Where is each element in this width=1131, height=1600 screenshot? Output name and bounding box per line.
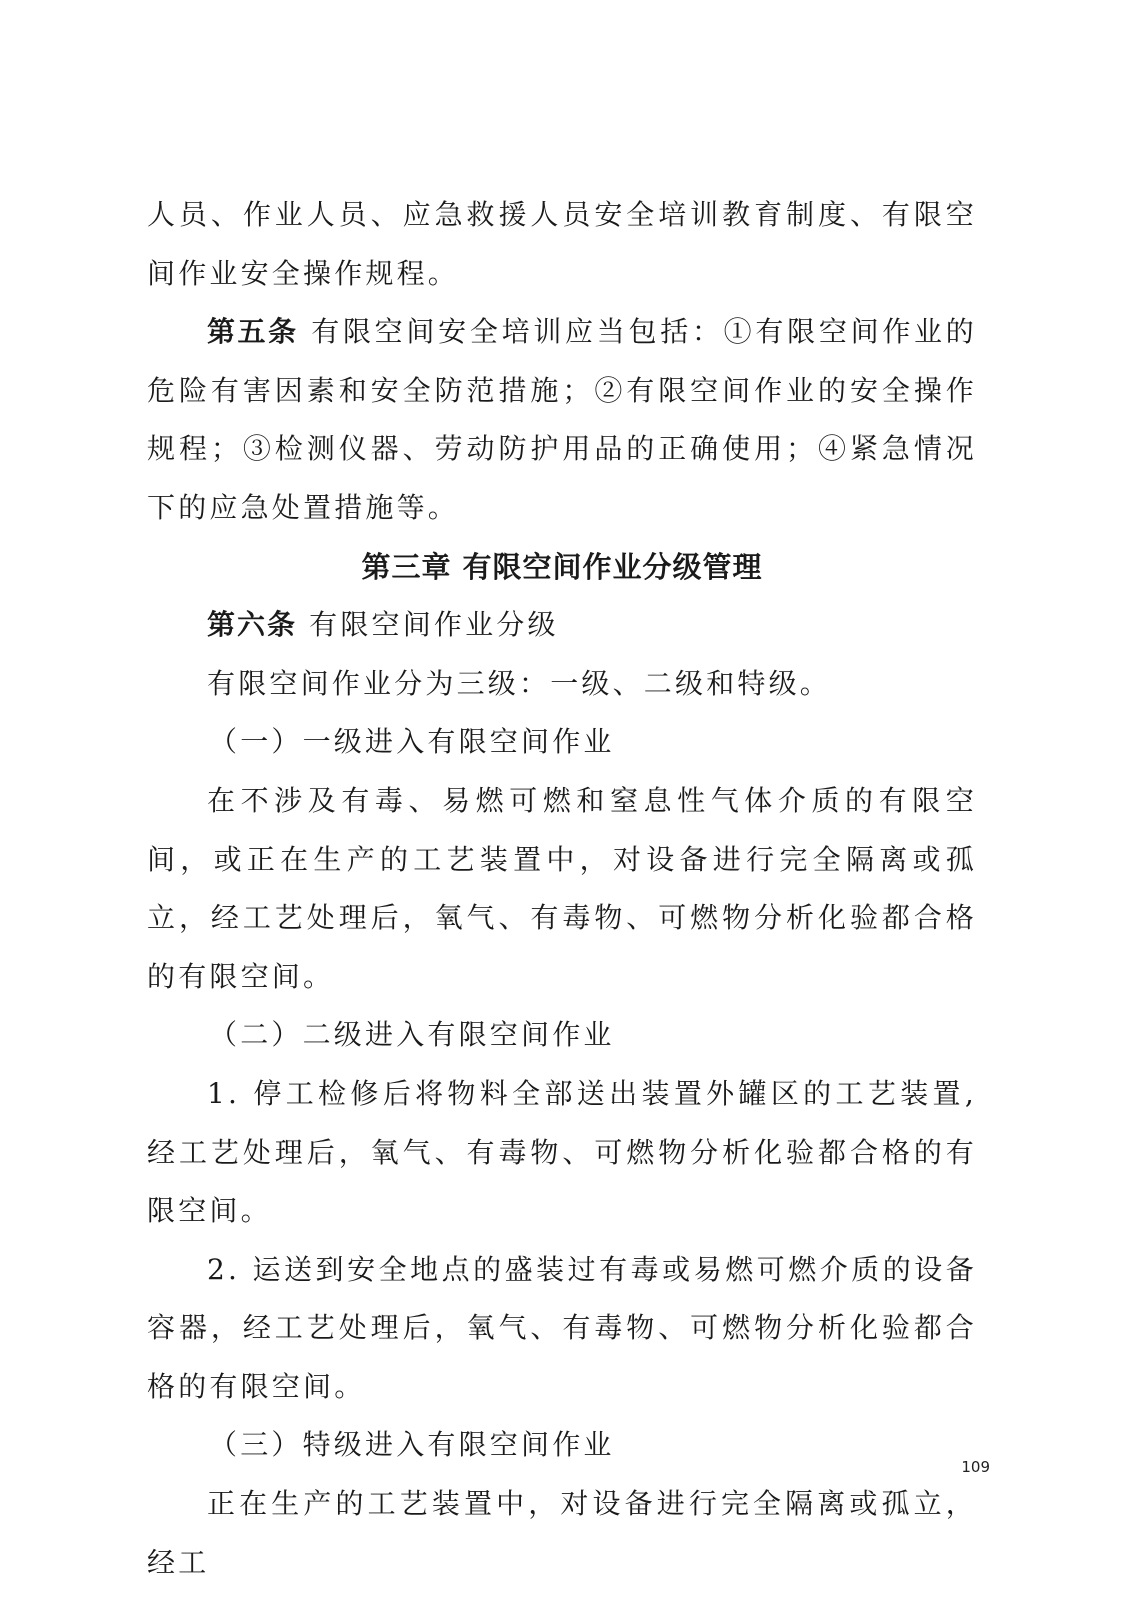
section-1-body: 在不涉及有毒、易燃可燃和窒息性气体介质的有限空间，或正在生产的工艺装置中，对设备进行完全隔离或孤立，经工艺处理后，氧气、有毒物、可燃物分析化验都合格的有限空间。 bbox=[147, 783, 977, 993]
article-5-paragraph bbox=[147, 303, 977, 537]
section-3-body: 正在生产的工艺装置中，对设备进行完全隔离或孤立，经工 bbox=[147, 1487, 977, 1579]
chapter-3-title: 第三章 有限空间作业分级管理 bbox=[361, 549, 763, 584]
section-3-title: （三）特级进入有限空间作业 bbox=[209, 1428, 615, 1462]
article-6-label: 第六条 bbox=[207, 608, 298, 642]
article-6-text: 有限空间作业分级 bbox=[297, 608, 559, 642]
section-2-item-1: 1. 停工检修后将物料全部送出装置外罐区的工艺装置,经工艺处理后，氧气、有毒物、可燃物分析化验都合格的有限空间。 bbox=[147, 1076, 977, 1228]
article-5-text: 有限空间安全培训应当包括：①有限空间作业的危险有害因素和安全防范措施；②有限空间作业的安全操作规程；③检测仪器、劳动防护用品的正确使用；④紧急情况下的应急处置措施等。 bbox=[147, 315, 977, 524]
article-5-label: 第五条 bbox=[207, 315, 299, 349]
levels-paragraph: 有限空间作业分为三级：一级、二级和特级。 bbox=[207, 666, 832, 700]
section-1-title: （一）一级进入有限空间作业 bbox=[209, 725, 615, 759]
paragraph-continuation: 人员、作业人员、应急救援人员安全培训教育制度、有限空间作业安全操作规程。 bbox=[147, 198, 977, 290]
document-body bbox=[147, 186, 977, 1592]
section-2-item-2: 2. 运送到安全地点的盛装过有毒或易燃可燃介质的设备容器，经工艺处理后，氧气、有毒物、可燃物分析化验都合格的有限空间。 bbox=[147, 1252, 977, 1403]
article-6-paragraph bbox=[147, 596, 977, 655]
section-2-title: （二）二级进入有限空间作业 bbox=[209, 1018, 615, 1052]
page-number: 109 bbox=[961, 1458, 990, 1476]
